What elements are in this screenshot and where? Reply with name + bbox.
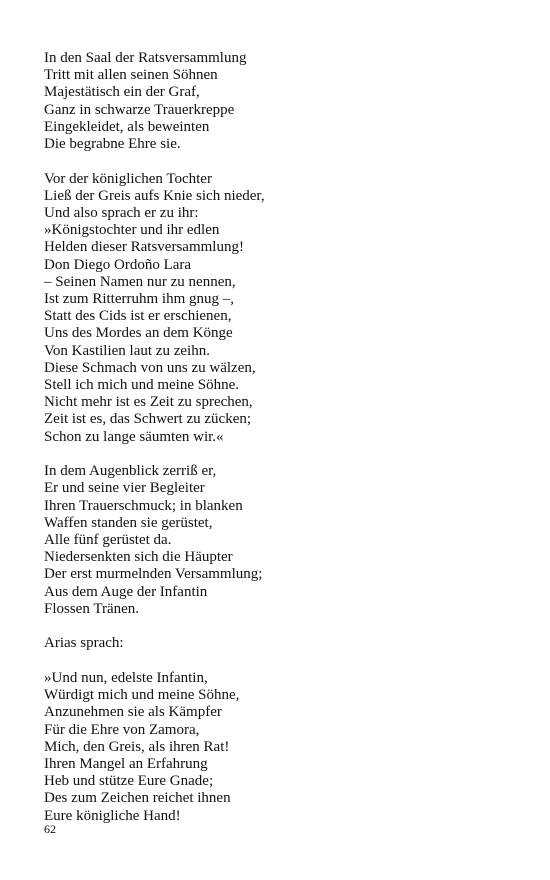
poem-line: Ließ der Greis aufs Knie sich nieder, bbox=[44, 187, 265, 204]
page-number: 62 bbox=[44, 822, 56, 836]
poem-line: Tritt mit allen seinen Söhnen bbox=[44, 67, 218, 84]
stanza bbox=[44, 463, 514, 618]
poem-line: Für die Ehre von Zamora, bbox=[44, 721, 200, 738]
poem-line: Eingekleidet, als beweinten bbox=[44, 118, 210, 135]
poem-line: Eure königliche Hand! bbox=[44, 807, 181, 824]
poem-line: Würdigt mich und meine Söhne, bbox=[44, 687, 240, 704]
poem-line: Heb und stütze Eure Gnade; bbox=[44, 773, 214, 790]
stanza bbox=[44, 171, 514, 446]
poem-line: Statt des Cids ist er erschienen, bbox=[44, 308, 232, 325]
poem-line: Arias sprach: bbox=[44, 635, 124, 652]
poem-line: Majestätisch ein der Graf, bbox=[44, 84, 200, 101]
poem-line: Er und seine vier Begleiter bbox=[44, 480, 205, 497]
poem-line: Flossen Tränen. bbox=[44, 600, 140, 617]
poem-line: In dem Augenblick zerriß er, bbox=[44, 463, 217, 480]
poem-line: In den Saal der Ratsversammlung bbox=[44, 50, 247, 66]
poem-line: Vor der königlichen Tochter bbox=[44, 170, 212, 187]
poem-text bbox=[44, 50, 514, 825]
poem-line: Anzunehmen sie als Kämpfer bbox=[44, 704, 222, 721]
poem-line: Die begrabne Ehre sie. bbox=[44, 136, 181, 153]
poem-line: Des zum Zeichen reichet ihnen bbox=[44, 790, 231, 807]
poem-line: Ganz in schwarze Trauerkreppe bbox=[44, 101, 235, 118]
poem-line: Ihren Mangel an Erfahrung bbox=[44, 756, 208, 773]
poem-line: Und also sprach er zu ihr: bbox=[44, 205, 199, 222]
poem-line: »Königstochter und ihr edlen bbox=[44, 222, 220, 239]
poem-line: »Und nun, edelste Infantin, bbox=[44, 670, 208, 687]
poem-line: Diese Schmach von uns zu wälzen, bbox=[44, 359, 256, 376]
stanza bbox=[44, 670, 514, 825]
poem-line: Niedersenkten sich die Häupter bbox=[44, 549, 233, 566]
poem-line: – Seinen Namen nur zu nennen, bbox=[44, 273, 236, 290]
poem-line: Ihren Trauerschmuck; in blanken bbox=[44, 497, 243, 514]
poem-line: Der erst murmelnden Versammlung; bbox=[44, 566, 263, 583]
poem-line: Mich, den Greis, als ihren Rat! bbox=[44, 738, 230, 755]
poem-line: Nicht mehr ist es Zeit zu sprechen, bbox=[44, 394, 253, 411]
poem-line: Helden dieser Ratsversammlung! bbox=[44, 239, 244, 256]
poem-line: Aus dem Auge der Infantin bbox=[44, 583, 208, 600]
stanza bbox=[44, 50, 514, 153]
stanza bbox=[44, 635, 514, 652]
poem-line: Uns des Mordes an dem Könge bbox=[44, 325, 233, 342]
poem-line: Don Diego Ordoño Lara bbox=[44, 256, 192, 273]
poem-line: Alle fünf gerüstet da. bbox=[44, 532, 172, 549]
poem-line: Zeit ist es, das Schwert zu zücken; bbox=[44, 411, 252, 428]
poem-line: Stell ich mich und meine Söhne. bbox=[44, 377, 239, 394]
poem-line: Ist zum Ritterruhm ihm gnug –, bbox=[44, 291, 234, 308]
poem-line: Von Kastilien laut zu zeihn. bbox=[44, 342, 210, 359]
poem-line: Waffen standen sie gerüstet, bbox=[44, 514, 213, 531]
poem-line: Schon zu lange säumten wir.« bbox=[44, 428, 224, 445]
